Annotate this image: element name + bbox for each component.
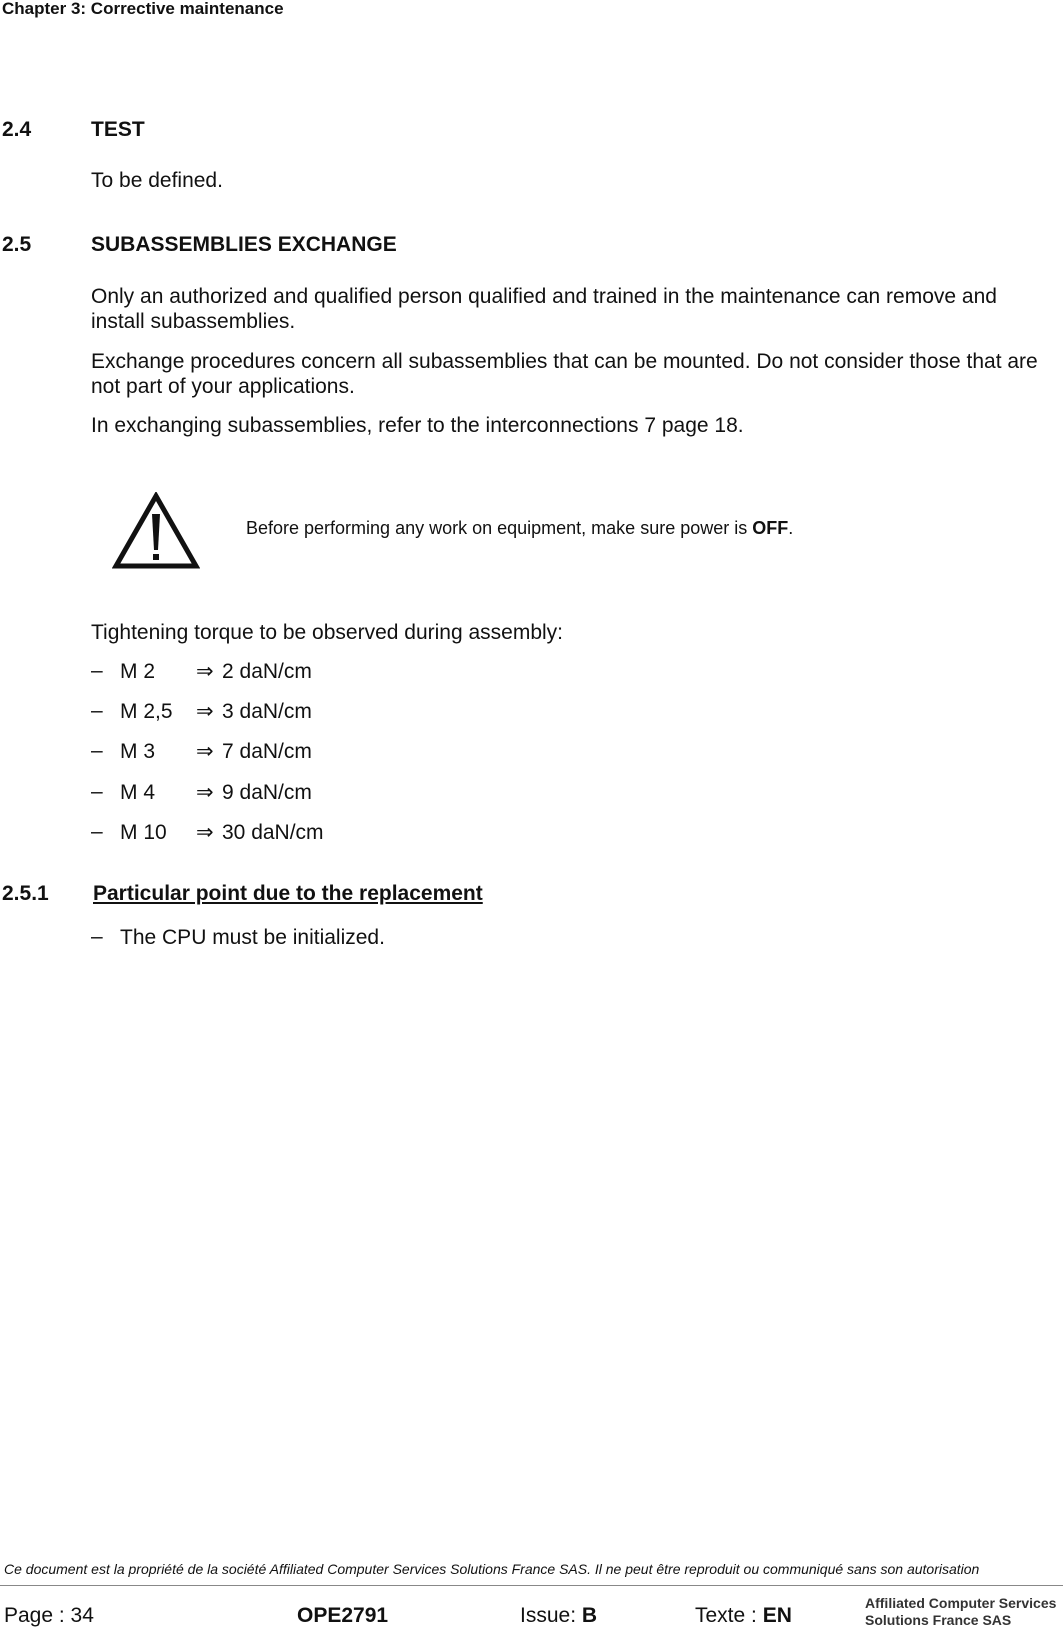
list-dash: – — [91, 820, 103, 843]
section-title-subassemblies: SUBASSEMBLIES EXCHANGE — [91, 233, 397, 256]
footer-issue: Issue: B — [520, 1604, 598, 1627]
footer-divider — [0, 1585, 1063, 1586]
warning-off: OFF — [752, 518, 789, 538]
torque-value: 3 daN/cm — [222, 700, 312, 723]
test-text: To be defined. — [91, 169, 223, 192]
section-title-test: TEST — [91, 118, 145, 141]
company-logo: Affiliated Computer Services Solutions France SAS — [865, 1595, 1057, 1628]
torque-size: M 2,5 — [120, 700, 173, 723]
section-number-2-5: 2.5 — [2, 233, 32, 256]
list-dash: – — [91, 699, 103, 722]
arrow-icon: ⇒ — [196, 740, 214, 763]
chapter-header: Chapter 3: Corrective maintenance — [2, 0, 284, 18]
footer-page: Page : 34 — [4, 1604, 94, 1627]
list-dash: – — [91, 739, 103, 762]
warning-triangle-icon — [112, 492, 200, 570]
footer-text-lang: Texte : EN — [695, 1604, 792, 1627]
torque-intro: Tightening torque to be observed during assembly: — [91, 621, 564, 644]
footer-copyright-note: Ce document est la propriété de la société Affiliated Computer Services Solutions France SAS. Il ne peut être reproduit ou communiqué sans son autorisation — [4, 1561, 980, 1577]
torque-size: M 10 — [120, 821, 167, 844]
arrow-icon: ⇒ — [196, 660, 214, 683]
torque-size: M 4 — [120, 781, 156, 804]
paragraph-interconnections: In exchanging subassemblies, refer to the interconnections 7 page 18. — [91, 414, 744, 437]
arrow-icon: ⇒ — [196, 700, 214, 723]
torque-size: M 2 — [120, 660, 156, 683]
torque-value: 30 daN/cm — [222, 821, 324, 844]
paragraph-exchange: Exchange procedures concern all subassemblies that can be mounted. Do not consider those that are not part of your applications. — [91, 350, 1038, 398]
torque-value: 2 daN/cm — [222, 660, 312, 683]
section-number-2-5-1: 2.5.1 — [2, 882, 49, 905]
paragraph-authorized: Only an authorized and qualified person qualified and trained in the maintenance can remove and install subassemblies. — [91, 285, 997, 333]
warning-text: Before performing any work on equipment, make sure power is OFF. — [246, 518, 794, 538]
arrow-icon: ⇒ — [196, 781, 214, 804]
section-title-particular-point: Particular point due to the replacement — [93, 882, 483, 905]
section-number-2-4: 2.4 — [2, 118, 32, 141]
torque-value: 7 daN/cm — [222, 740, 312, 763]
cpu-init-item: The CPU must be initialized. — [120, 926, 385, 949]
footer-doc-ref: OPE2791 — [297, 1604, 389, 1627]
list-dash: – — [91, 780, 103, 803]
list-dash: – — [91, 659, 103, 682]
torque-value: 9 daN/cm — [222, 781, 312, 804]
arrow-icon: ⇒ — [196, 821, 214, 844]
torque-size: M 3 — [120, 740, 156, 763]
list-dash: – — [91, 925, 103, 948]
